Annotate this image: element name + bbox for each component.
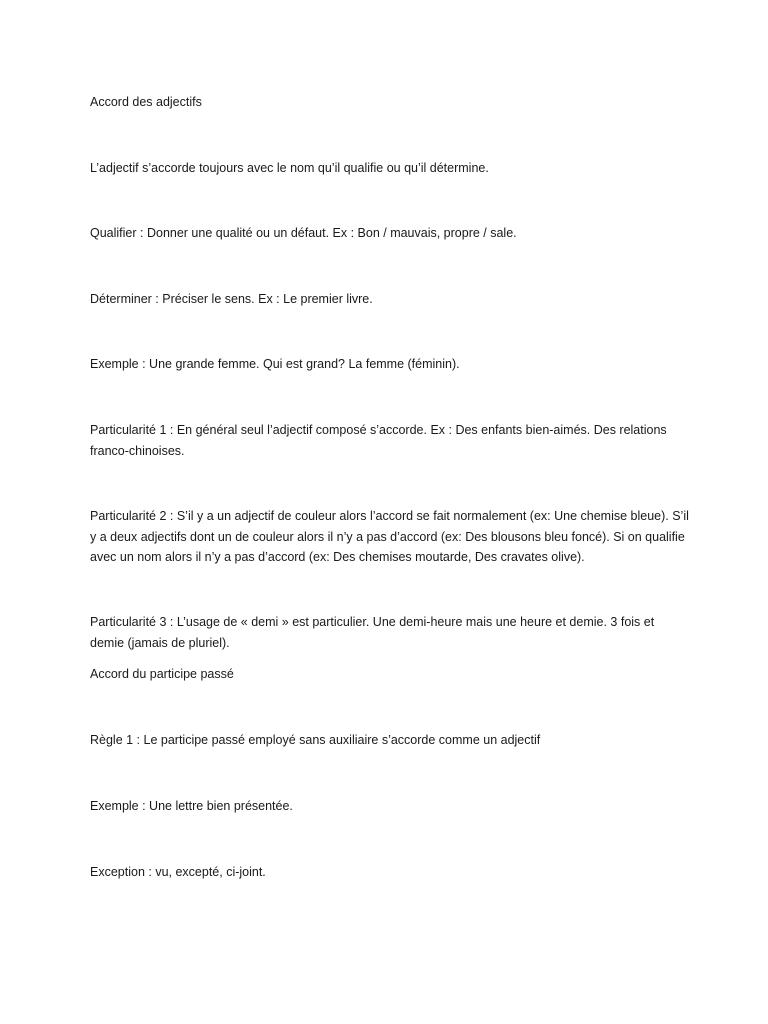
heading-accord-des-adjectifs: Accord des adjectifs — [90, 95, 202, 109]
paragraph-exemple-participe: Exemple : Une lettre bien présentée. — [90, 799, 293, 813]
paragraph-determiner: Déterminer : Préciser le sens. Ex : Le premier livre. — [90, 292, 373, 306]
paragraph-particularite-1: Particularité 1 : En général seul l’adjectif composé s’accorde. Ex : Des enfants bien-aimés. Des relations franco-chinoises. — [90, 423, 667, 458]
paragraph-regle-1: Règle 1 : Le participe passé employé sans auxiliaire s’accorde comme un adjectif — [90, 733, 541, 747]
paragraph-qualifier: Qualifier : Donner une qualité ou un défaut. Ex : Bon / mauvais, propre / sale. — [90, 226, 517, 240]
paragraph-exemple: Exemple : Une grande femme. Qui est grand? La femme (féminin). — [90, 357, 460, 371]
heading-accord-du-participe-passe: Accord du participe passé — [90, 667, 234, 681]
paragraph-particularite-3: Particularité 3 : L’usage de « demi » est particulier. Une demi-heure mais une heure et demie. 3 fois et demie (jamais de pluriel). — [90, 615, 655, 650]
paragraph-particularite-2: Particularité 2 : S’il y a un adjectif de couleur alors l’accord se fait normalement (ex: Une chemise bleue). S’il y a deux adjectifs dont un de couleur alors il n’y a pas d’accord (ex: Des blousons bleu foncé). Si on qualifie avec un nom alors il n’y a pas d’accord (ex: Des chemises moutarde, Des cravates olive). — [90, 509, 689, 564]
paragraph-exception: Exception : vu, excepté, ci-joint. — [90, 865, 266, 879]
paragraph-rule: L’adjectif s’accorde toujours avec le nom qu’il qualifie ou qu’il détermine. — [90, 161, 489, 175]
